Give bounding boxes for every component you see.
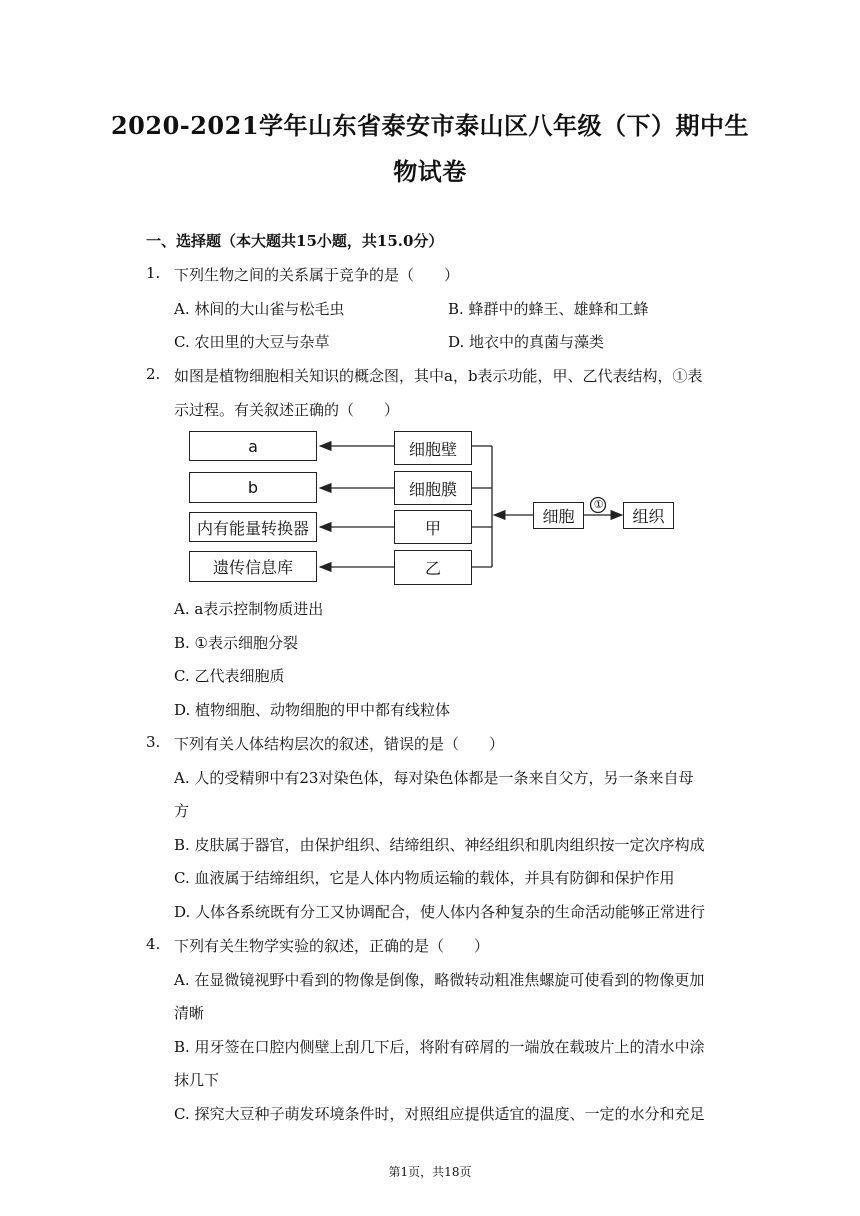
q4-option-a: A. 在显微镜视野中看到的物像是倒像，略微转动粗准焦螺旋可使看到的物像更加 [174,971,705,989]
q3-option-c: C. 血液属于结缔组织，它是人体内物质运输的载体，并具有防御和保护作用 [174,869,675,887]
q4-number: 4. [146,935,161,953]
box-yi: 乙 [394,550,472,585]
q4-option-b-cont: 抹几下 [174,1071,220,1089]
box-jia: 甲 [394,510,472,544]
doc-title-line2: 物试卷 [393,157,467,186]
q2-number: 2. [146,365,161,383]
box-cell-membrane: 细胞膜 [394,471,472,505]
box-cell: 细胞 [533,502,584,529]
q1-option-a: A. 林间的大山雀与松毛虫 [174,300,345,318]
q3-number: 3. [146,733,161,751]
doc-title-line1: 2020-2021学年山东省泰安市泰山区八年级（下）期中生 [110,111,750,140]
q1-option-c: C. 农田里的大豆与杂草 [174,333,330,351]
q3-stem: 下列有关人体结构层次的叙述，错误的是（ ） [174,735,505,753]
q1-number: 1. [146,264,161,282]
box-genetic-library: 遗传信息库 [189,551,317,582]
q3-option-a: A. 人的受精卵中有23对染色体，每对染色体都是一条来自父方，另一条来自母 [174,769,694,787]
box-cell-wall: 细胞壁 [394,431,472,465]
q4-stem: 下列有关生物学实验的叙述，正确的是（ ） [174,937,490,955]
q3-option-d: D. 人体各系统既有分工又协调配合，使人体内各种复杂的生命活动能够正常进行 [174,903,706,921]
q2-option-a: A. a表示控制物质进出 [174,600,324,618]
q4-option-a-cont: 清晰 [174,1004,205,1022]
section-heading: 一、选择题（本大题共15小题，共15.0分） [146,232,444,250]
process-label: ① [593,498,604,511]
box-function-a: a [189,431,317,461]
q1-option-b: B. 蜂群中的蜂王、雄蜂和工蜂 [448,300,649,318]
page-footer: 第1页，共18页 [388,1165,472,1179]
q3-option-a-cont: 方 [174,802,190,820]
q2-option-d: D. 植物细胞、动物细胞的甲中都有线粒体 [174,701,451,719]
box-function-b: b [189,472,317,503]
box-tissue: 组织 [623,502,674,529]
q3-option-b: B. 皮肤属于器官，由保护组织、结缔组织、神经组织和肌肉组织按一定次序构成 [174,836,705,854]
box-energy-converter: 内有能量转换器 [189,512,317,542]
q2-stem-line1: 如图是植物细胞相关知识的概念图，其中a，b表示功能，甲、乙代表结构，①表 [174,367,703,385]
q2-option-c: C. 乙代表细胞质 [174,667,285,685]
q4-option-c: C. 探究大豆种子萌发环境条件时，对照组应提供适宜的温度、一定的水分和充足 [174,1105,705,1123]
q1-option-d: D. 地衣中的真菌与藻类 [448,333,605,351]
q4-option-b: B. 用牙签在口腔内侧壁上刮几下后，将附有碎屑的一端放在载玻片上的清水中涂 [174,1038,705,1056]
q2-option-b: B. ①表示细胞分裂 [174,634,299,652]
q1-stem: 下列生物之间的关系属于竞争的是（ ） [174,266,460,284]
q2-stem-line2: 示过程。有关叙述正确的（ ） [174,401,400,419]
